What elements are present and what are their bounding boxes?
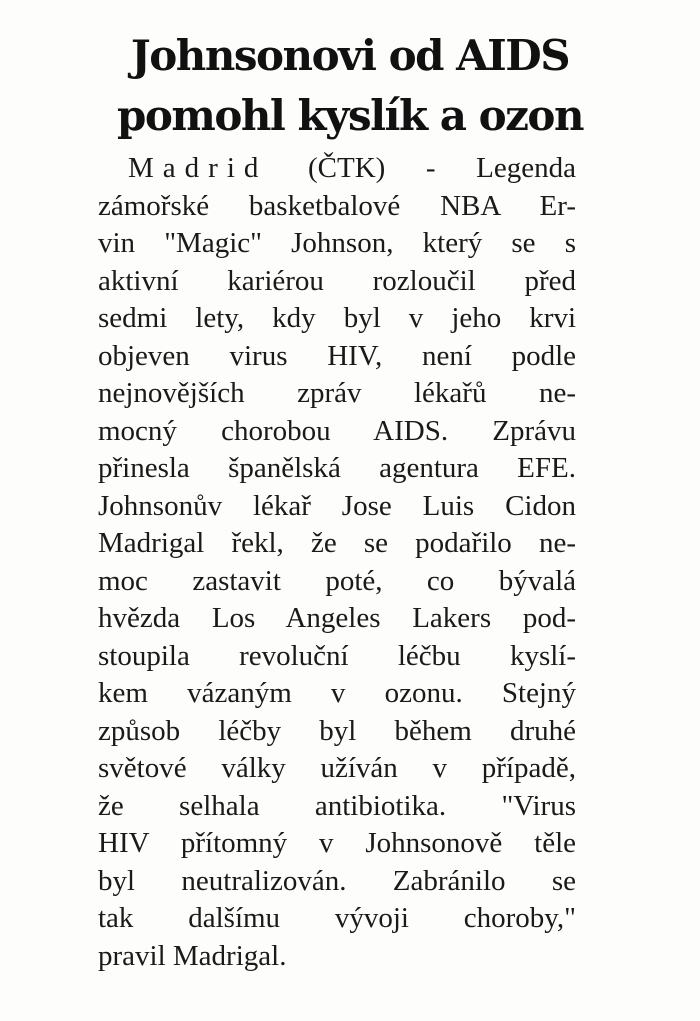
article-line-11: Madrigal řekl, že se podařilo ne- [98,527,576,559]
article-line-6: objeven virus HIV, není podle [98,339,576,372]
article-line-21: tak dalšímu vývoji choroby," [98,902,576,934]
article-line-20: byl neutralizován. Zabránilo se [98,864,576,897]
article-line-8: mocný chorobou AIDS. Zprávu [98,414,576,447]
dateline-city: Madrid [128,152,268,184]
dateline-rest: (ČTK) - Legenda [267,152,576,184]
article-line-4: aktivní kariérou rozloučil před [98,264,576,297]
article-line-1 [98,150,576,188]
article-line-22: pravil Madrigal. [98,939,287,972]
article-line-13: hvězda Los Angeles Lakers pod- [98,602,576,634]
headline-line-1: Johnsonovi od AIDS [130,31,570,80]
article-line-18: že selhala antibiotika. "Virus [98,789,576,822]
article-line-12: moc zastavit poté, co bývalá [98,564,576,597]
article-line-16: způsob léčby byl během druhé [98,714,576,747]
article-line-5: sedmi lety, kdy byl v jeho krvi [98,302,576,334]
article-line-10: Johnsonův lékař Jose Luis Cidon [98,489,576,522]
article-line-2: zámořské basketbalové NBA Er- [98,189,576,222]
article-line-14: stoupila revoluční léčbu kyslí- [98,639,576,672]
article-line-19: HIV přítomný v Johnsonově těle [98,827,576,859]
article-line-3: vin "Magic" Johnson, který se s [98,227,576,259]
headline-line-2: pomohl kyslík a ozon [117,91,583,140]
article-line-7: nejnovějších zpráv lékařů ne- [98,377,576,409]
article-line-17: světové války užíván v případě, [98,752,576,784]
article-line-9: přinesla španělská agentura EFE. [98,452,576,484]
article-line-15: kem vázaným v ozonu. Stejný [98,677,576,709]
article-headline [0,26,700,146]
article-body [98,150,576,975]
